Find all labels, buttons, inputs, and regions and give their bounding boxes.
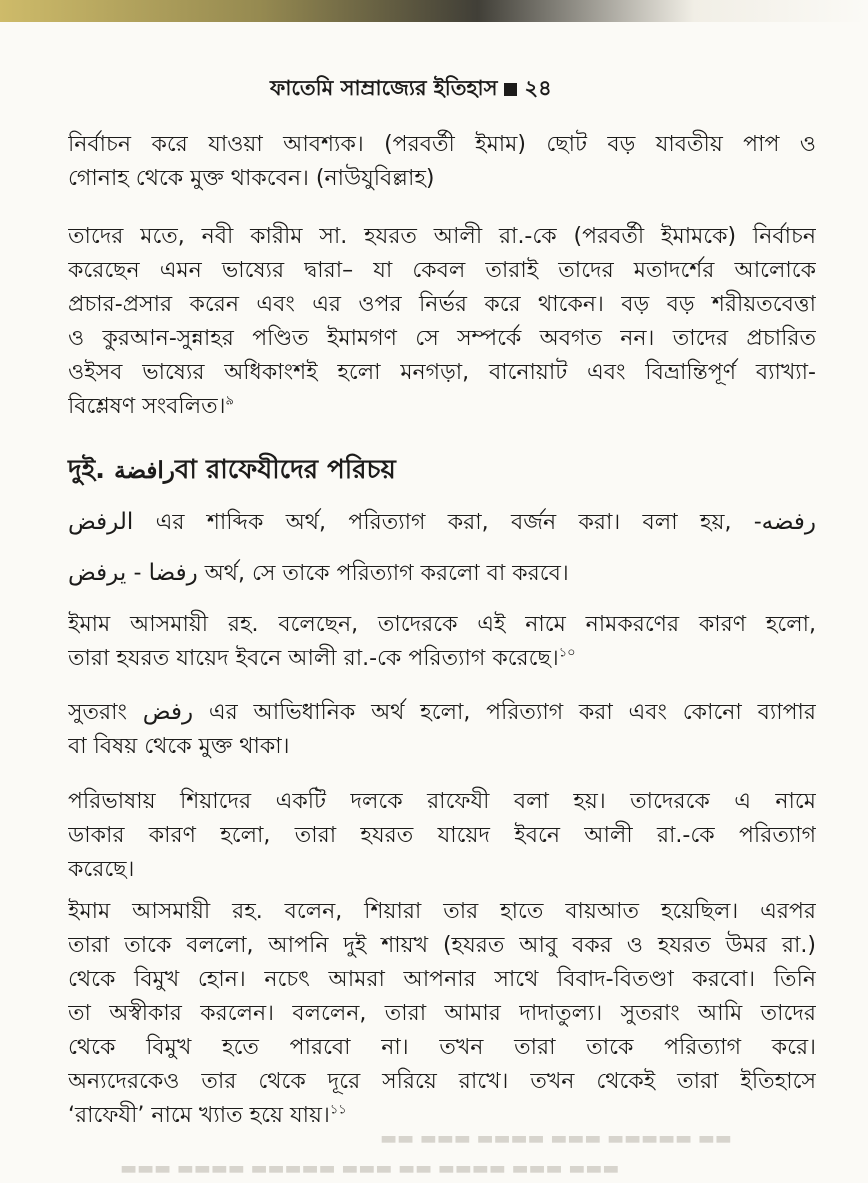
text-line: প্রচার-প্রসার করেন এবং এর ওপর নির্ভর করে থাকেন। বড় বড় শরীয়তবেত্তা	[68, 292, 816, 317]
text-line	[68, 642, 816, 676]
line-text: সুতরাং	[68, 700, 127, 725]
text-line: করেছেন এমন ভাষ্যের দ্বারা– যা কেবল তারাই তাদের মতাদর্শের আলোকে	[68, 258, 816, 283]
paragraph-2	[68, 220, 816, 424]
text-line	[68, 390, 816, 424]
section-title: বা রাফেযীদের পরিচয়	[174, 455, 396, 485]
arabic-term: رفضا - يرفض	[68, 560, 198, 586]
text-line: তারা তাকে বললো, আপনি দুই শায়খ (হযরত আবু বকর ও হযরত উমর রা.)	[68, 933, 816, 958]
text-line: গোনাহ থেকে মুক্ত থাকবেন। (নাউযুবিল্লাহ)	[68, 166, 435, 191]
line-text: তারা হযরত যায়েদ ইবনে আলী রা.-কে পরিত্যাগ করেছে।	[68, 646, 559, 671]
arabic-term: الرفض	[68, 509, 134, 535]
text-line	[68, 695, 816, 730]
text-line: ও কুরআন-সুন্নাহর পণ্ডিত ইমামগণ সে সম্পর্কে অবগত নন। তাদের প্রচারিত	[68, 326, 816, 351]
text-line: ইমাম আসমায়ী রহ. বলেছেন, তাদেরকে এই নামে নামকরণের কারণ হলো,	[68, 612, 816, 637]
footnote-marker: ১১	[329, 1102, 347, 1118]
definition-paragraph	[68, 505, 816, 591]
arabic-term: رفضه-	[753, 509, 816, 535]
book-title: ফাতেমি সাম্রাজ্যের ইতিহাস	[270, 76, 498, 100]
page-edge-shadow	[0, 0, 868, 22]
asmai-paragraph-1	[68, 608, 816, 676]
terminology-paragraph	[68, 785, 816, 887]
page-number: ২৪	[524, 76, 552, 100]
text-line: তাদের মতে, নবী কারীম সা. হযরত আলী রা.-কে (পরবর্তী ইমামকে) নির্বাচন	[68, 224, 816, 249]
line-text: অর্থ, সে তাকে পরিত্যাগ করলো বা করবে।	[204, 561, 569, 586]
text-line: নির্বাচন করে যাওয়া আবশ্যক। (পরবর্তী ইমাম) ছোট বড় যাবতীয় পাপ ও	[68, 132, 816, 157]
text-line: করেছে।	[68, 857, 135, 882]
section-heading	[68, 450, 816, 491]
text-line: বা বিষয় থেকে মুক্ত থাকা।	[68, 734, 290, 759]
text-line: ডাকার কারণ হলো, তারা হযরত যায়েদ ইবনে আলী রা.-কে পরিত্যাগ	[68, 823, 816, 848]
text-line	[68, 556, 816, 591]
sutarang-paragraph	[68, 695, 816, 764]
bleed-through-text: ▬▬ ▬▬▬ ▬▬▬▬ ▬▬▬ ▬▬▬▬▬ ▬▬	[380, 1128, 732, 1149]
asmai-paragraph-2	[68, 895, 816, 1133]
footnote-marker: ৯	[225, 393, 234, 409]
text-line: পরিভাষায় শিয়াদের একটি দলকে রাফেযী বলা হয়। তাদেরকে এ নামে	[68, 789, 816, 814]
text-line: ইমাম আসমায়ী রহ. বলেন, শিয়ারা তার হাতে বায়আত হয়েছিল। এরপর	[68, 899, 816, 924]
text-line	[68, 505, 816, 540]
line-text: এর শাব্দিক অর্থ, পরিত্যাগ করা, বর্জন করা। বলা হয়,	[155, 510, 732, 535]
text-line: থেকে বিমুখ হতে পারবো না। তখন তারা তাকে পরিত্যাগ করে।	[68, 1035, 816, 1060]
text-line: তা অস্বীকার করলেন। বললেন, তারা আমার দাদাতুল্য। সুতরাং আমি তাদের	[68, 1001, 816, 1026]
section-arabic: رافضة	[114, 457, 175, 484]
running-header	[270, 72, 630, 107]
section-number: দুই.	[68, 455, 106, 485]
text-line: অন্যদেরকেও তার থেকে দূরে সরিয়ে রাখে। তখন থেকেই তারা ইতিহাসে	[68, 1069, 816, 1094]
footnote-marker: ১০	[558, 645, 576, 661]
paragraph-1	[68, 128, 816, 196]
square-bullet-icon	[504, 83, 517, 96]
bleed-through-text: ▬▬▬ ▬▬▬▬ ▬▬▬▬▬ ▬▬▬ ▬▬ ▬▬▬▬ ▬▬▬ ▬▬▬	[120, 1158, 620, 1179]
arabic-term: رفض	[142, 699, 194, 725]
line-text: এর আভিধানিক অর্থ হলো, পরিত্যাগ করা এবং কোনো ব্যাপার	[208, 700, 816, 725]
line-text: ‘রাফেযী’ নামে খ্যাত হয়ে যায়।	[68, 1103, 330, 1128]
text-line: ওইসব ভাষ্যের অধিকাংশই হলো মনগড়া, বানোয়াট এবং বিভ্রান্তিপূর্ণ ব্যাখ্যা-	[68, 360, 816, 385]
text-line: থেকে বিমুখ হোন। নচেৎ আমরা আপনার সাথে বিবাদ-বিতণ্ডা করবো। তিনি	[68, 967, 816, 992]
line-text: বিশ্লেষণ সংবলিত।	[68, 394, 226, 419]
